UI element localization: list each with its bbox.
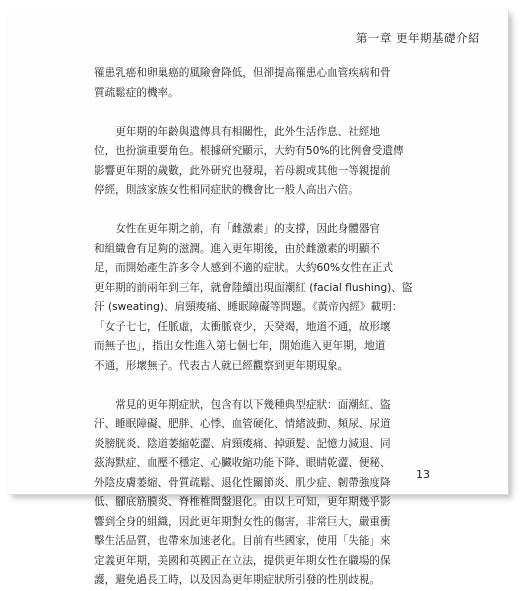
text-line: 和組織會有足夠的滋潤。進入更年期後，由於雌激素的明顯不 (94, 242, 381, 255)
text-line: 汗 (sweating)、肩頸痠痛、睡眠障礙等問題。《黃帝內經》載明： (94, 301, 403, 313)
text-line: 定義更年期，美國和英國正在立法，提供更年期女性在職場的保 (94, 554, 391, 567)
text-line: 低、腳底筋膜炎、脊椎椎間盤退化。由以上可知，更年期幾乎影 (94, 496, 391, 508)
text-line: 罹患乳癌和卵巢癌的風險會降低，但卻提高罹患心血管疾病和骨 (94, 67, 391, 79)
text-line: 而無子也」，指出女性進入第七個七年，開始進入更年期，地道 (94, 340, 386, 352)
text-line: 「女子七七，任脈虛，太衝脈衰少，天癸竭，地道不通，故形壞 (94, 320, 391, 333)
text-line: 質疏鬆症的機率。 (94, 86, 179, 99)
text-line: 擊生活品質，也帶來加速老化。目前有些國家，使用「失能」來 (94, 535, 391, 547)
text-line: 女性在更年期之前，有「雌激素」的支撐，因此身體器官 (115, 223, 381, 235)
text-line: 停經，則該家族女性相同症狀的機會比一般人高出六倍。 (94, 184, 359, 196)
text-line: 更年期的前兩年到三年，就會陸續出現面潮紅 (facial flushing)、盜 (94, 281, 413, 294)
text-line: 不通，形壞無子。代表古人就已經觀察到更年期現象。 (94, 359, 349, 372)
paragraph-2 (94, 123, 416, 201)
text-line: 茲海默症、血壓不穩定、心臟收縮功能下降、眼睛乾澀、便秘、 (94, 457, 391, 469)
text-line: 汗、睡眠障礙、肥胖、心悸、血管硬化、情緒波動、頻尿、尿道 (94, 418, 391, 430)
text-line: 位，也扮演重要角色。根據研究顯示，大約有50%的比例會受遺傳 (94, 145, 404, 157)
paragraph-1 (94, 64, 416, 103)
text-line: 炎膀胱炎、陰道萎縮乾澀、肩頸痠痛、掉頭髮、記憶力減退、同 (94, 437, 391, 450)
text-line: 更年期的年齡與遺傳具有相關性，此外生活作息、社經地 (115, 125, 381, 138)
page-number: 13 (416, 468, 430, 481)
chapter-header: 第一章 更年期基礎介紹 (355, 31, 480, 45)
text-line: 足，而開始產生許多令人感到不適的症狀。大約60%女性在正式 (94, 262, 393, 274)
body-text (94, 64, 416, 591)
text-line: 常見的更年期症狀，包含有以下幾種典型症狀：面潮紅、盜 (115, 398, 391, 411)
text-line: 外陰皮膚萎縮、骨質疏鬆、退化性關節炎、肌少症、韌帶強度降 (94, 476, 391, 489)
paragraph-3 (94, 220, 416, 376)
text-line: 護，避免過長工時，以及因為更年期症狀所引發的性別歧視。 (94, 574, 381, 586)
text-line: 響到全身的組織，因此更年期對女性的傷害，非常巨大，嚴重衝 (94, 515, 391, 528)
text-line: 影響更年期的歲數，此外研究也發現，若母親或其他一等親提前 (94, 164, 391, 177)
book-page (8, 10, 508, 586)
paragraph-4 (94, 396, 416, 591)
